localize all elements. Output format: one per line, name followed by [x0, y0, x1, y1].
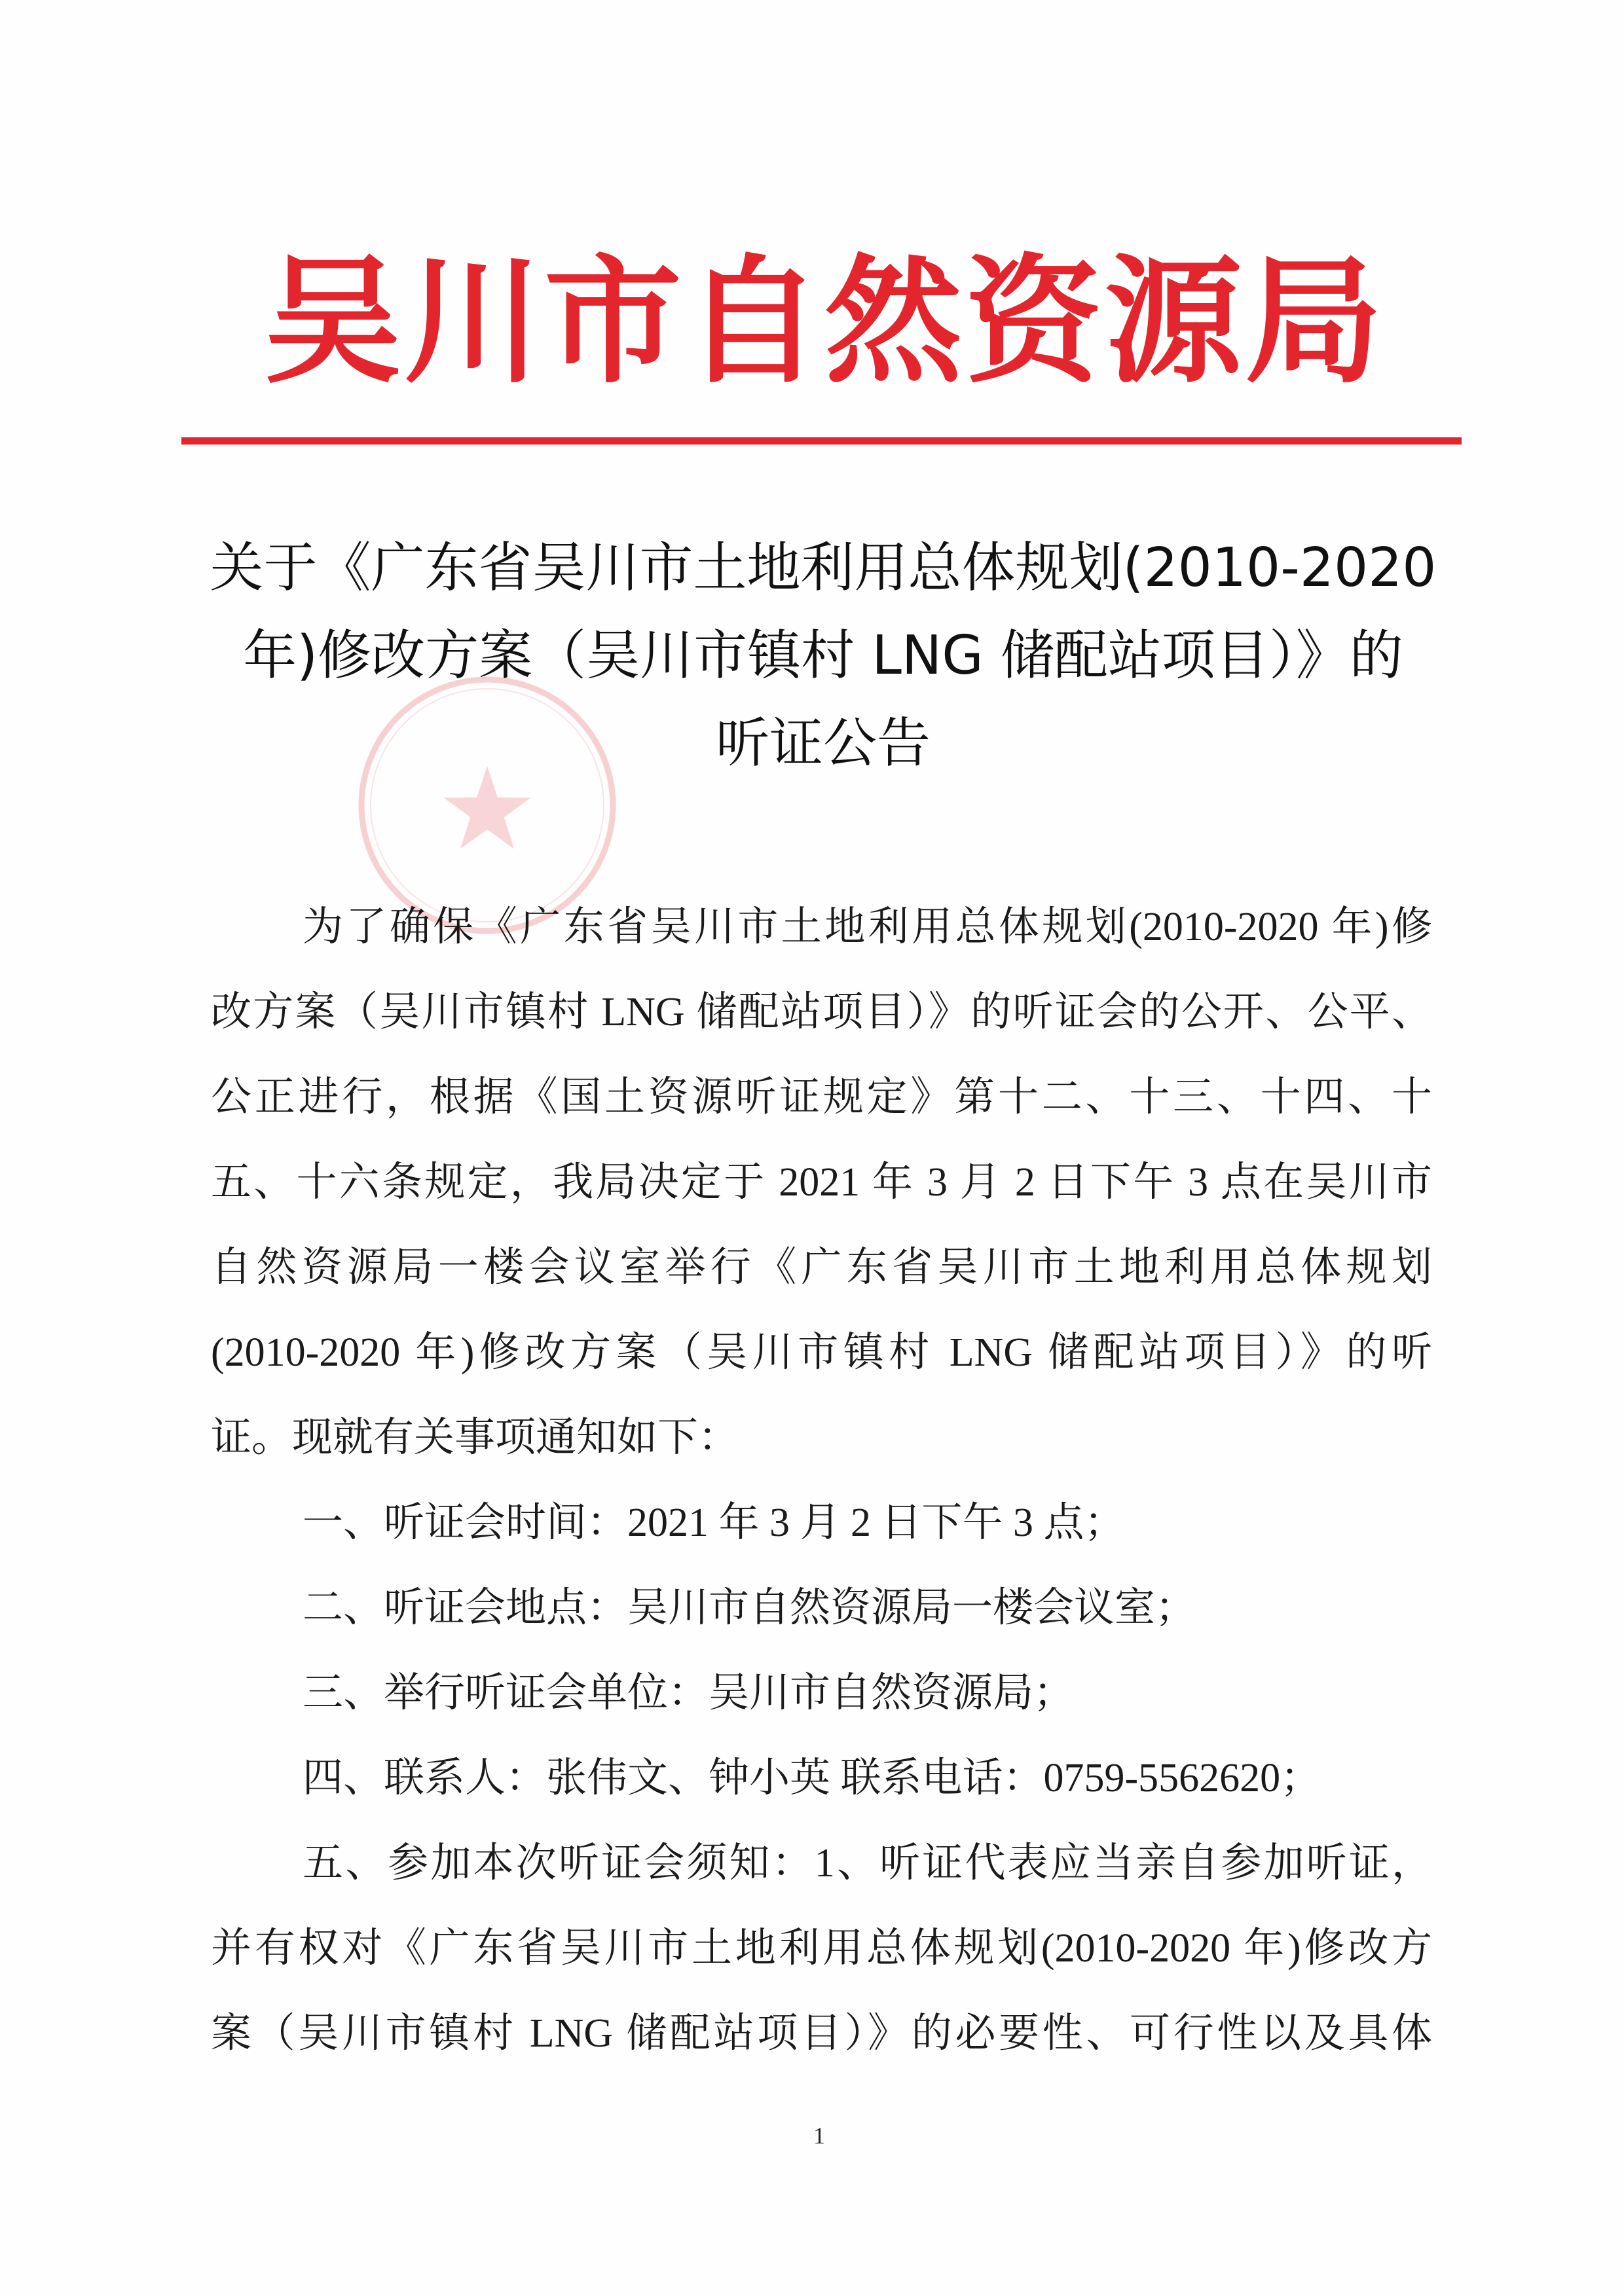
body-line: 一、听证会时间：2021 年 3 月 2 日下午 3 点；: [303, 1501, 1125, 1545]
body-line: 三、举行听证会单位：吴川市自然资源局；: [303, 1671, 1075, 1715]
notice-body: [211, 884, 1432, 2076]
official-seal: [350, 668, 625, 943]
body-line: 公正进行，根据《国土资源听证规定》第十二、十三、十四、十: [211, 1075, 1432, 1120]
body-line: 改方案（吴川市镇村 LNG 储配站项目）》的听证会的公开、公平、: [211, 990, 1432, 1034]
page-number: 1: [813, 2123, 825, 2149]
letterhead-red-rule: [181, 437, 1462, 445]
seal-star: [443, 766, 530, 849]
title-line: 关于《广东省吴川市土地利用总体规划(2010-2020: [210, 537, 1437, 599]
body-line: 二、听证会地点：吴川市自然资源局一楼会议室；: [303, 1586, 1196, 1630]
notice-item-venue: [211, 1565, 1432, 1650]
notice-item-contact: [211, 1736, 1432, 1821]
body-line: 五、参加本次听证会须知：1、听证代表应当亲自参加听证，: [303, 1841, 1432, 1886]
notice-item-organizer: [211, 1650, 1432, 1736]
body-line: 为了确保《广东省吴川市土地利用总体规划(2010-2020 年)修: [303, 905, 1432, 949]
body-line: 并有权对《广东省吴川市土地利用总体规划(2010-2020 年)修改方: [211, 1926, 1432, 1971]
title-line: 年)修改方案（吴川市镇村 LNG 储配站项目）》的: [243, 625, 1403, 687]
title-line: 听证公告: [715, 712, 931, 774]
body-line: (2010-2020 年)修改方案（吴川市镇村 LNG 储配站项目）》的听: [211, 1330, 1432, 1375]
body-line: 四、联系人：张伟文、钟小英 联系电话：0759-5562620；: [303, 1756, 1321, 1800]
body-line: 案（吴川市镇村 LNG 储配站项目）》的必要性、可行性以及具体: [211, 2011, 1432, 2056]
body-line: 自然资源局一楼会议室举行《广东省吴川市土地利用总体规划: [211, 1245, 1432, 1290]
notice-item-instructions: [211, 1821, 1432, 2076]
body-line: 五、十六条规定，我局决定于 2021 年 3 月 2 日下午 3 点在吴川市: [211, 1160, 1432, 1205]
intro-paragraph: [211, 884, 1432, 1480]
body-line: 证。现就有关事项通知如下：: [211, 1415, 739, 1460]
notice-item-time: [211, 1480, 1432, 1565]
letterhead-org-name: 吴川市自然资源局: [263, 240, 1385, 402]
